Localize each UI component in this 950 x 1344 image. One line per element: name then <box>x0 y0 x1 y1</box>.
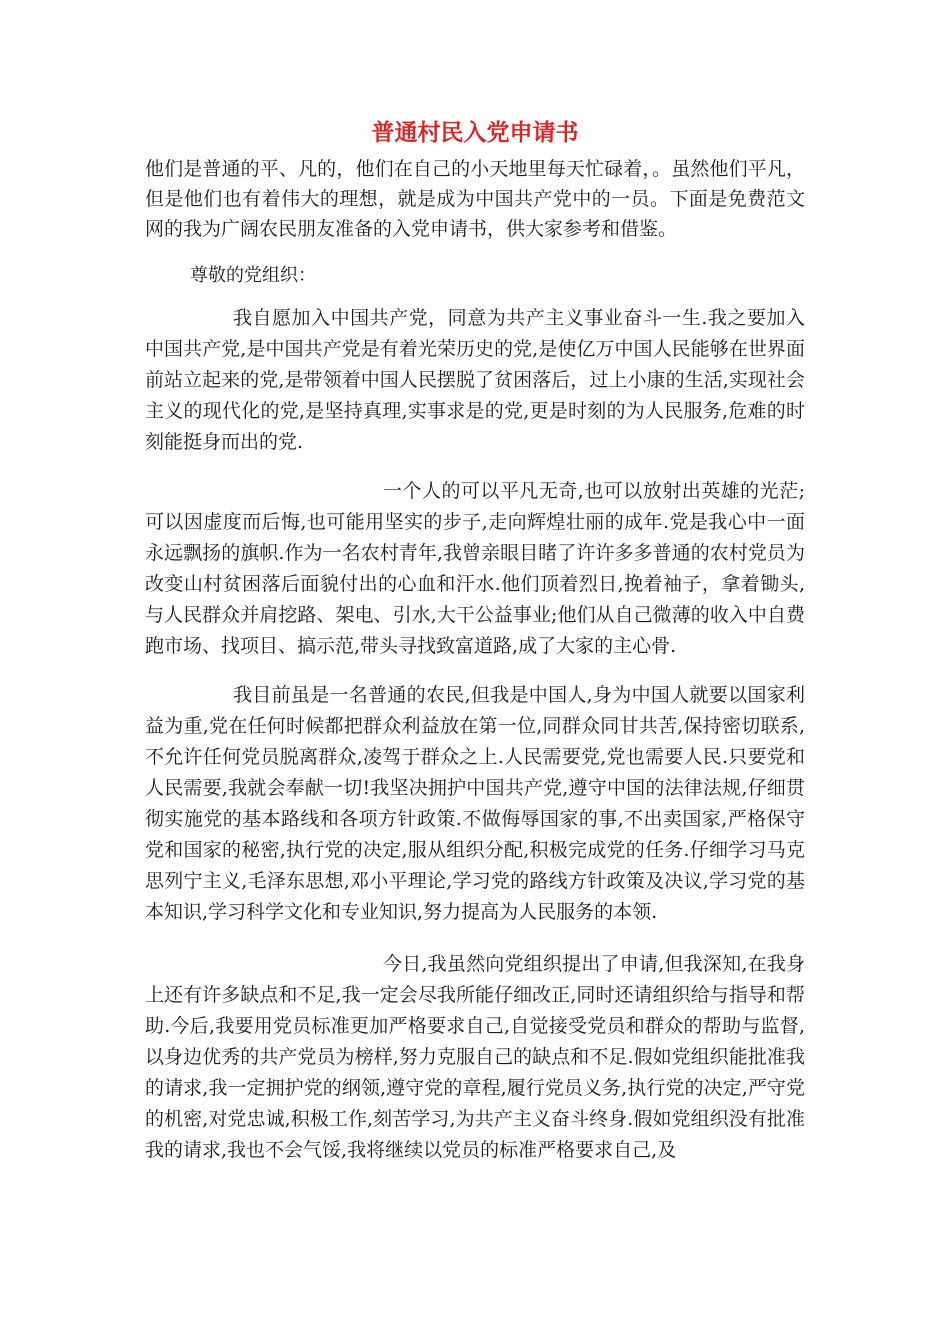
body-paragraph-3: 我目前虽是一名普通的农民,但我是中国人,身为中国人就要以国家利益为重,党在任何时候都把群众利益放在第一位,同群众同甘共苦,保持密切联系,不允许任何党员脱离群众,凌驾于群众之上.人民需要党,党也需要人民.只要党和人民需要,我就会奉献一切!我坚决拥护中国共产党,遵守中国的法律法规,仔细贯彻实施党的基本路线和各项方针政策.不做侮辱国家的事,不出卖国家,严格保守党和国家的秘密,执行党的决定,服从组织分配,积极完成党的任务.仔细学习马克思列宁主义,毛泽东思想,邓小平理论,学习党的路线方针政策及决议,学习党的基本知识,学习科学文化和专业知识,努力提高为人民服务的本领. <box>145 684 805 923</box>
body-paragraph-4: 今日,我虽然向党组织提出了申请,但我深知,在我身上还有许多缺点和不足,我一定会尽我所能仔细改正,同时还请组织给与指导和帮助.今后,我要用党员标准更加严格要求自己,自觉接受党员和群众的帮助与监督,以身边优秀的共产党员为榜样,努力克服自己的缺点和不足.假如党组织能批准我的请求,我一定拥护党的纲领,遵守党的章程,履行党员义务,执行党的决定,严守党的机密,对党忠诚,积极工作,刻苦学习,为共产主义奋斗终身.假如党组织没有批准我的请求,我也不会气馁,我将继续以党员的标准严格要求自己,及 <box>145 953 805 1161</box>
body-paragraph-2: 一个人的可以平凡无奇,也可以放射出英雄的光茫;可以因虚度而后悔,也可能用坚实的步子,走向辉煌壮丽的成年.党是我心中一面永远飘扬的旗帜.作为一名农村青年,我曾亲眼目睹了许许多多普通的农村党员为改变山村贫困落后面貌付出的心血和汗水.他们顶着烈日,挽着袖子，拿着锄头,与人民群众并肩挖路、架电、引水,大干公益事业;他们从自己微薄的收入中自费跑市场、找项目、搞示范,带头寻找致富道路,成了大家的主心骨. <box>145 480 805 657</box>
document-title: 普通村民入党申请书 <box>371 120 579 146</box>
body-paragraph-1: 我自愿加入中国共产党，同意为共产主义事业奋斗一生.我之要加入中国共产党,是中国共产党是有着光荣历史的党,是使亿万中国人民能够在世界面前站立起来的党,是带领着中国人民摆脱了贫困落后，过上小康的生活,实现社会主义的现代化的党,是坚持真理,实事求是的党,更是时刻的为人民服务,危难的时刻能挺身而出的党. <box>145 307 805 453</box>
salutation: 尊敬的党组织： <box>190 265 316 286</box>
intro-paragraph: 他们是普通的平、凡的，他们在自己的小天地里每天忙碌着，。虽然他们平凡，但是他们也有着伟大的理想，就是成为中国共产党中的一员。下面是免费范文网的我为广阔农民朋友准备的入党申请书，供大家参考和借鉴。 <box>145 158 805 240</box>
